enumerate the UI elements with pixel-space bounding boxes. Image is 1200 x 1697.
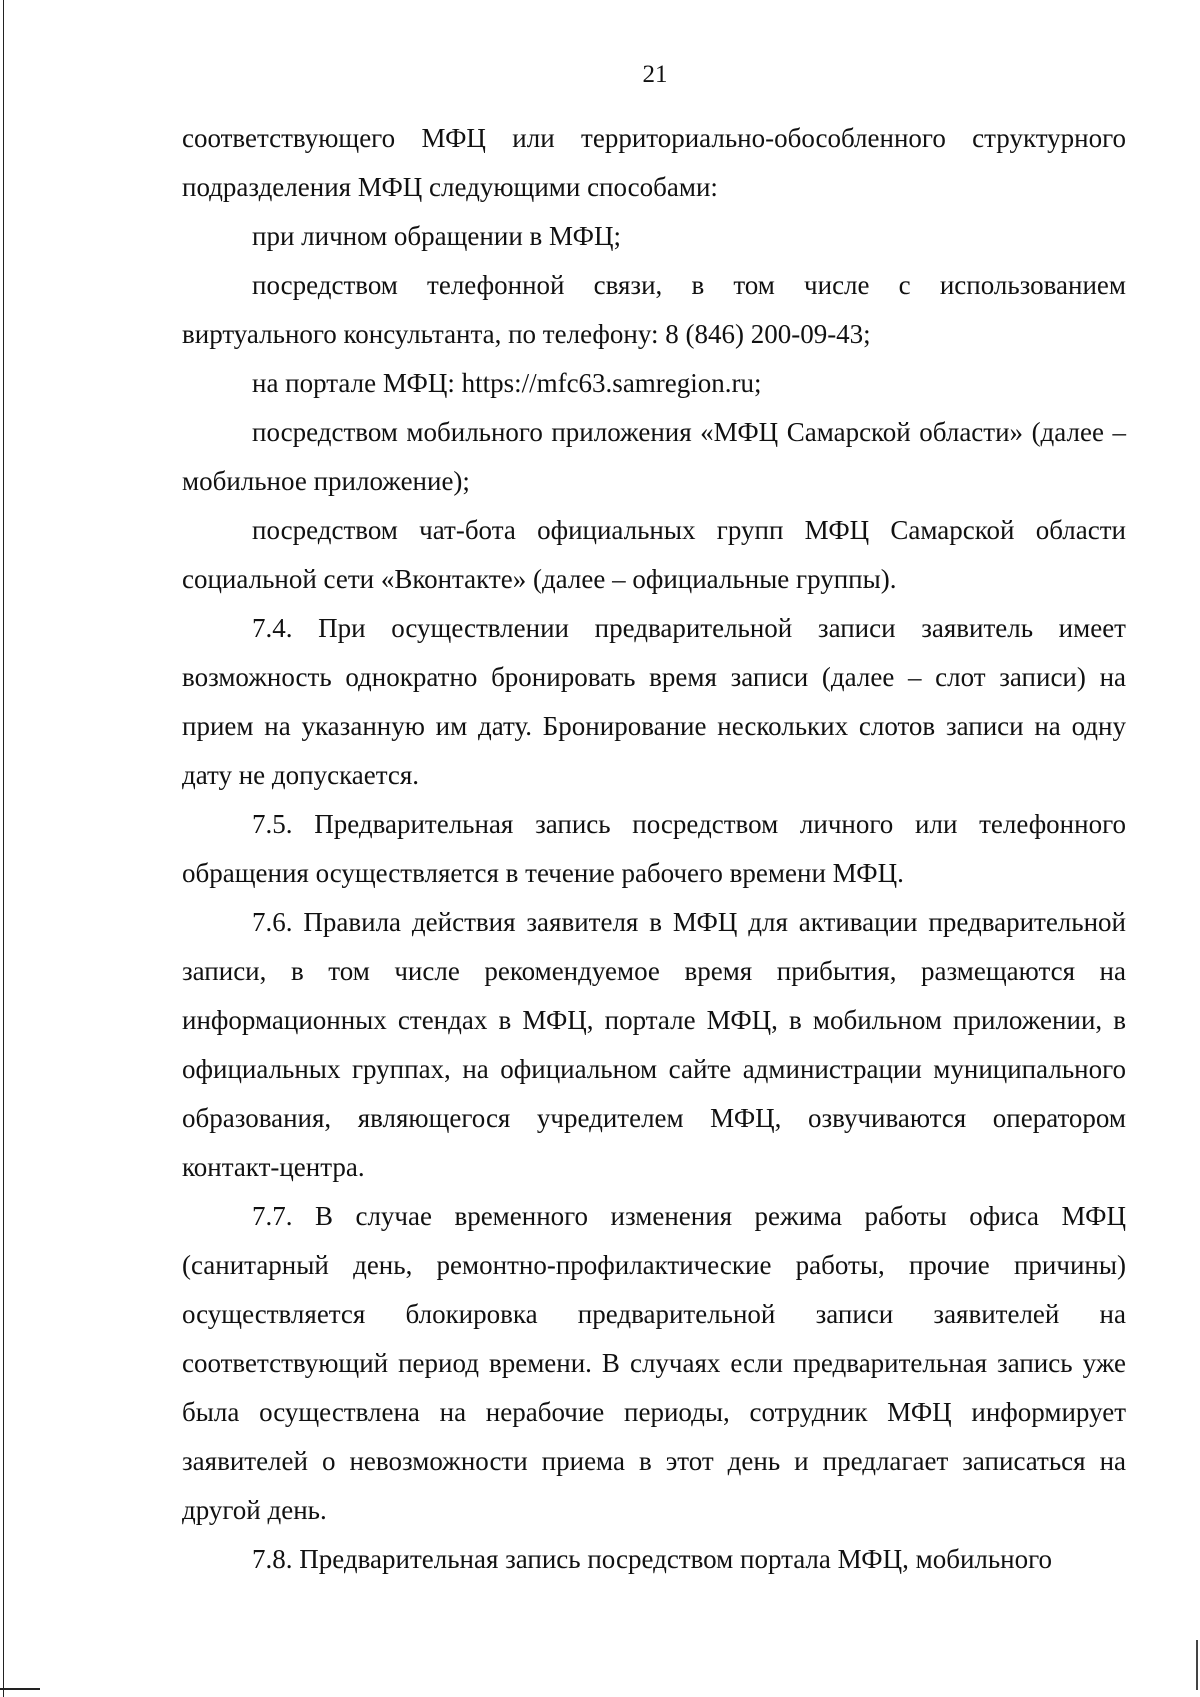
list-item-phone: посредством телефонной связи, в том числе с использованием виртуального консультанта, по телефону: 8 (846) 200-09-43; bbox=[182, 270, 1126, 349]
scan-right-mark bbox=[1196, 1640, 1198, 1690]
paragraph-7-5: 7.5. Предварительная запись посредством личного или телефонного обращения осуществляется в течение рабочего времени МФЦ. bbox=[182, 809, 1126, 888]
scan-left-edge bbox=[3, 0, 4, 1697]
paragraph-7-6: 7.6. Правила действия заявителя в МФЦ для активации предварительной записи, в том числе рекомендуемое время прибытия, размещаются на информационных стендах в МФЦ, портале МФЦ, в мобильном приложении, в официальных группах, на официальном сайте администрации муниципального образования, являющегося учредителем МФЦ, озвучиваются оператором контакт-центра. bbox=[182, 907, 1126, 1182]
paragraph-continuation: соответствующего МФЦ или территориально-обособленного структурного подразделения МФЦ следующими способами: bbox=[182, 123, 1126, 202]
scan-bottom-mark bbox=[0, 1688, 40, 1690]
paragraph-7-7: 7.7. В случае временного изменения режима работы офиса МФЦ (санитарный день, ремонтно-профилактические работы, прочие причины) осуществляется блокировка предварительной записи заявителей на соответствующий период времени. В случаях если предварительная запись уже была осуществлена на нерабочие периоды, сотрудник МФЦ информирует заявителей о невозможности приема в этот день и предлагает записаться на другой день. bbox=[182, 1201, 1126, 1525]
list-item-portal: на портале МФЦ: https://mfc63.samregion.ru; bbox=[252, 368, 762, 398]
document-body bbox=[182, 114, 1126, 1584]
page-number: 21 bbox=[642, 61, 668, 88]
paragraph-7-8: 7.8. Предварительная запись посредством портала МФЦ, мобильного bbox=[252, 1544, 1053, 1574]
list-item-in-person: при личном обращении в МФЦ; bbox=[252, 221, 621, 251]
list-item-mobile-app: посредством мобильного приложения «МФЦ Самарской области» (далее – мобильное приложение); bbox=[182, 417, 1126, 496]
paragraph-7-4: 7.4. При осуществлении предварительной записи заявитель имеет возможность однократно бронировать время записи (далее – слот записи) на прием на указанную им дату. Бронирование нескольких слотов записи на одну дату не допускается. bbox=[182, 613, 1126, 790]
list-item-chat-bot: посредством чат-бота официальных групп МФЦ Самарской области социальной сети «Вконтакте» (далее – официальные группы). bbox=[182, 515, 1126, 594]
